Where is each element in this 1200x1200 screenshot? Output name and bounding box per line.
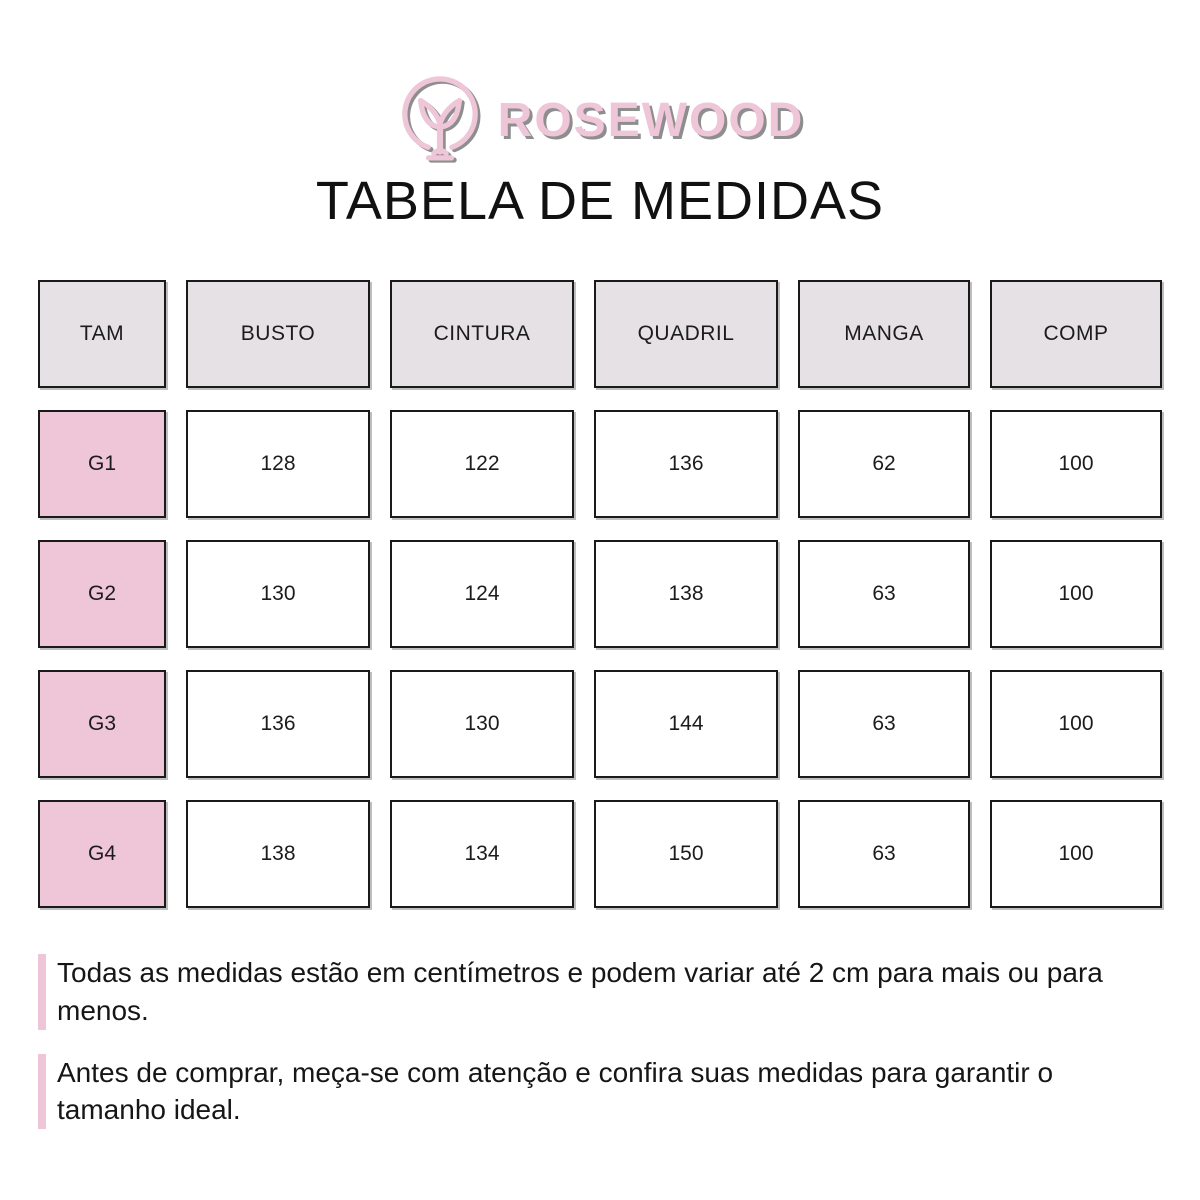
value-cell: 122 (390, 410, 574, 518)
size-table (38, 280, 1162, 908)
page-title: TABELA DE MEDIDAS (315, 171, 885, 231)
size-cell: G4 (38, 800, 166, 908)
column-header-busto: BUSTO (186, 280, 370, 388)
value-cell: 62 (798, 410, 970, 518)
size-cell: G1 (38, 410, 166, 518)
value-cell: 100 (990, 410, 1162, 518)
value-cell: 138 (594, 540, 778, 648)
value-cell: 128 (186, 410, 370, 518)
column-header-quadril: QUADRIL (594, 280, 778, 388)
value-cell: 100 (990, 800, 1162, 908)
value-cell: 124 (390, 540, 574, 648)
column-header-cintura: CINTURA (390, 280, 574, 388)
notes-section (38, 954, 1162, 1129)
value-cell: 138 (186, 800, 370, 908)
value-cell: 130 (186, 540, 370, 648)
value-cell: 144 (594, 670, 778, 778)
value-cell: 136 (186, 670, 370, 778)
value-cell: 134 (390, 800, 574, 908)
brand-header (0, 72, 1200, 168)
value-cell: 63 (798, 800, 970, 908)
value-cell: 100 (990, 540, 1162, 648)
size-cell: G2 (38, 540, 166, 648)
brand-logo-icon (396, 72, 484, 168)
size-cell: G3 (38, 670, 166, 778)
value-cell: 100 (990, 670, 1162, 778)
note-measure-before-buying: Antes de comprar, meça-se com atenção e confira suas medidas para garantir o tamanho ideal. (38, 1054, 1123, 1130)
value-cell: 63 (798, 670, 970, 778)
value-cell: 63 (798, 540, 970, 648)
brand-name: ROSEWOOD (497, 93, 805, 147)
column-header-tam: TAM (38, 280, 166, 388)
value-cell: 150 (594, 800, 778, 908)
column-header-comp: COMP (990, 280, 1162, 388)
column-header-manga: MANGA (798, 280, 970, 388)
value-cell: 136 (594, 410, 778, 518)
note-measurement-tolerance: Todas as medidas estão em centímetros e podem variar até 2 cm para mais ou para menos. (38, 954, 1123, 1030)
value-cell: 130 (390, 670, 574, 778)
